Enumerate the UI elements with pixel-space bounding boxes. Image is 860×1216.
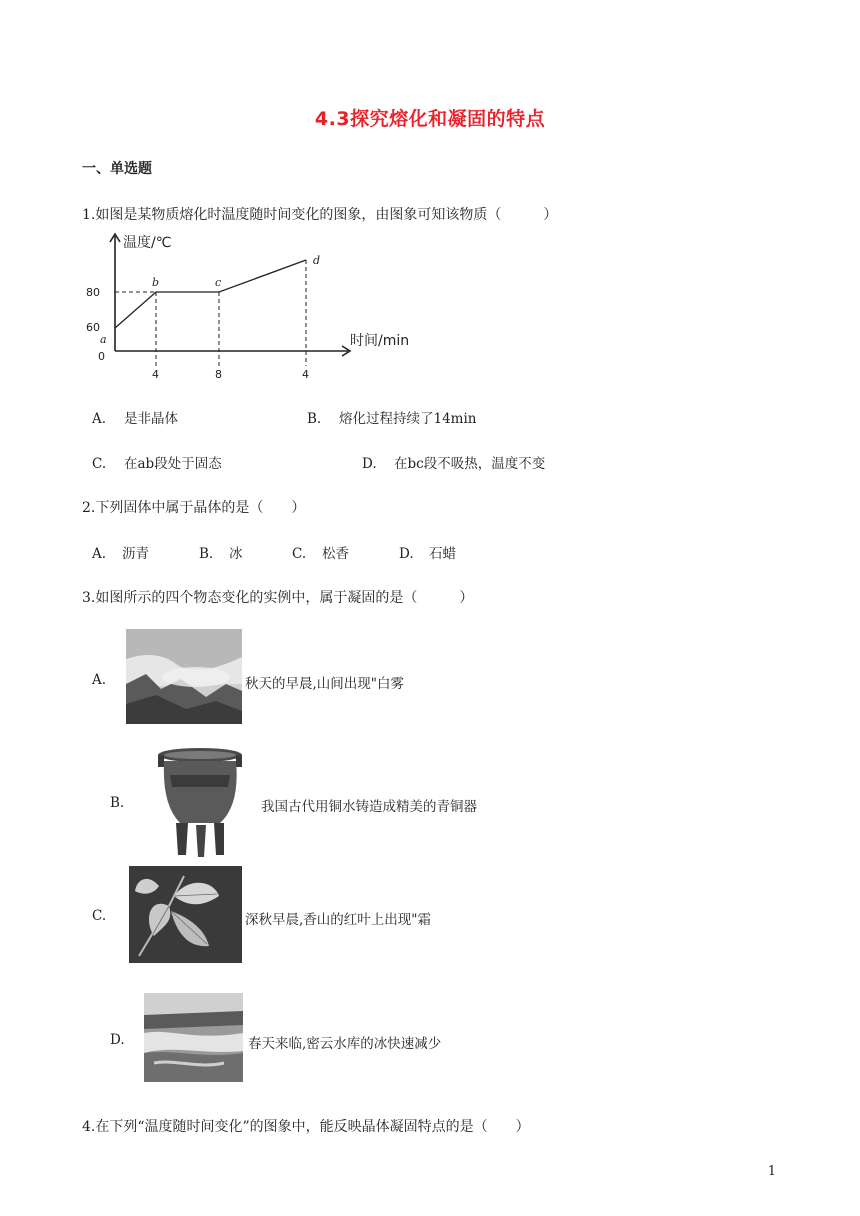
q2-option-c[interactable] [292, 542, 349, 562]
option-letter: D. [362, 456, 377, 472]
section-heading: 一、单选题 [82, 161, 152, 177]
x-tick-1: 4 [152, 368, 159, 381]
q1-option-c[interactable] [92, 452, 222, 472]
question-4-stem: 4.在下列“温度随时间变化”的图象中，能反映晶体凝固特点的是（ ） [82, 1119, 530, 1135]
option-letter: D. [399, 546, 414, 562]
option-text: 沥青 [122, 546, 149, 562]
page-number: 1 [767, 1164, 776, 1179]
point-d: d [313, 254, 321, 267]
frosted-leaves-image [129, 866, 242, 963]
y-tick-80: 80 [86, 286, 100, 299]
q3-option-b-letter[interactable]: B. [110, 795, 125, 811]
q1-option-d[interactable] [362, 452, 545, 472]
option-text: 松香 [322, 546, 349, 562]
question-2-stem: 2.下列固体中属于晶体的是（ ） [82, 500, 306, 516]
q1-option-b[interactable] [307, 407, 477, 427]
q3-option-d-letter[interactable]: D. [110, 1032, 125, 1048]
x-tick-3: 4 [302, 368, 309, 381]
q2-option-a[interactable] [92, 542, 149, 562]
q1-option-a[interactable] [92, 407, 178, 427]
q3-option-a-text: 秋天的早晨,山间出现"白雾 [245, 676, 405, 692]
x-tick-2: 8 [215, 368, 222, 381]
q3-option-c-text: 深秋早晨,香山的红叶上出现"霜 [245, 912, 432, 928]
page-title: 4.3探究熔化和凝固的特点 [314, 108, 546, 130]
point-b: b [152, 276, 160, 289]
question-1-stem: 1.如图是某物质熔化时温度随时间变化的图象，由图象可知该物质（ ） [82, 207, 558, 223]
option-text: 在ab段处于固态 [124, 456, 222, 472]
melting-ice-reservoir-image [144, 993, 243, 1082]
question-3-stem: 3.如图所示的四个物态变化的实例中，属于凝固的是（ ） [82, 590, 474, 606]
foggy-mountain-image [126, 629, 242, 724]
option-letter: B. [199, 546, 214, 562]
melting-curve [115, 260, 306, 328]
q3-option-d-text: 春天来临,密云水库的冰快速减少 [248, 1036, 442, 1052]
q1-temperature-time-graph [80, 228, 425, 383]
option-letter: C. [292, 546, 307, 562]
option-text: 石蜡 [429, 546, 456, 562]
q3-option-c-letter[interactable]: C. [92, 908, 107, 924]
bronze-vessel-image [148, 745, 256, 859]
y-tick-0: 0 [98, 350, 105, 363]
option-letter: A. [92, 546, 107, 562]
x-axis-label: 时间/min [350, 333, 410, 349]
option-text: 冰 [229, 546, 243, 562]
option-letter: C. [92, 456, 107, 472]
option-text: 熔化过程持续了14min [339, 411, 477, 427]
q3-option-b-text: 我国古代用铜水铸造成精美的青铜器 [261, 799, 477, 815]
point-a: a [100, 333, 107, 346]
option-text: 在bc段不吸热，温度不变 [394, 456, 546, 472]
point-c: c [215, 276, 222, 289]
q2-option-d[interactable] [399, 542, 456, 562]
q2-option-b[interactable] [199, 542, 243, 562]
option-letter: B. [307, 411, 322, 427]
option-letter: A. [92, 411, 107, 427]
y-axis-label: 温度/℃ [123, 235, 172, 251]
option-text: 是非晶体 [124, 411, 178, 427]
y-tick-60: 60 [86, 321, 100, 334]
q3-option-a-letter[interactable]: A. [92, 672, 107, 688]
